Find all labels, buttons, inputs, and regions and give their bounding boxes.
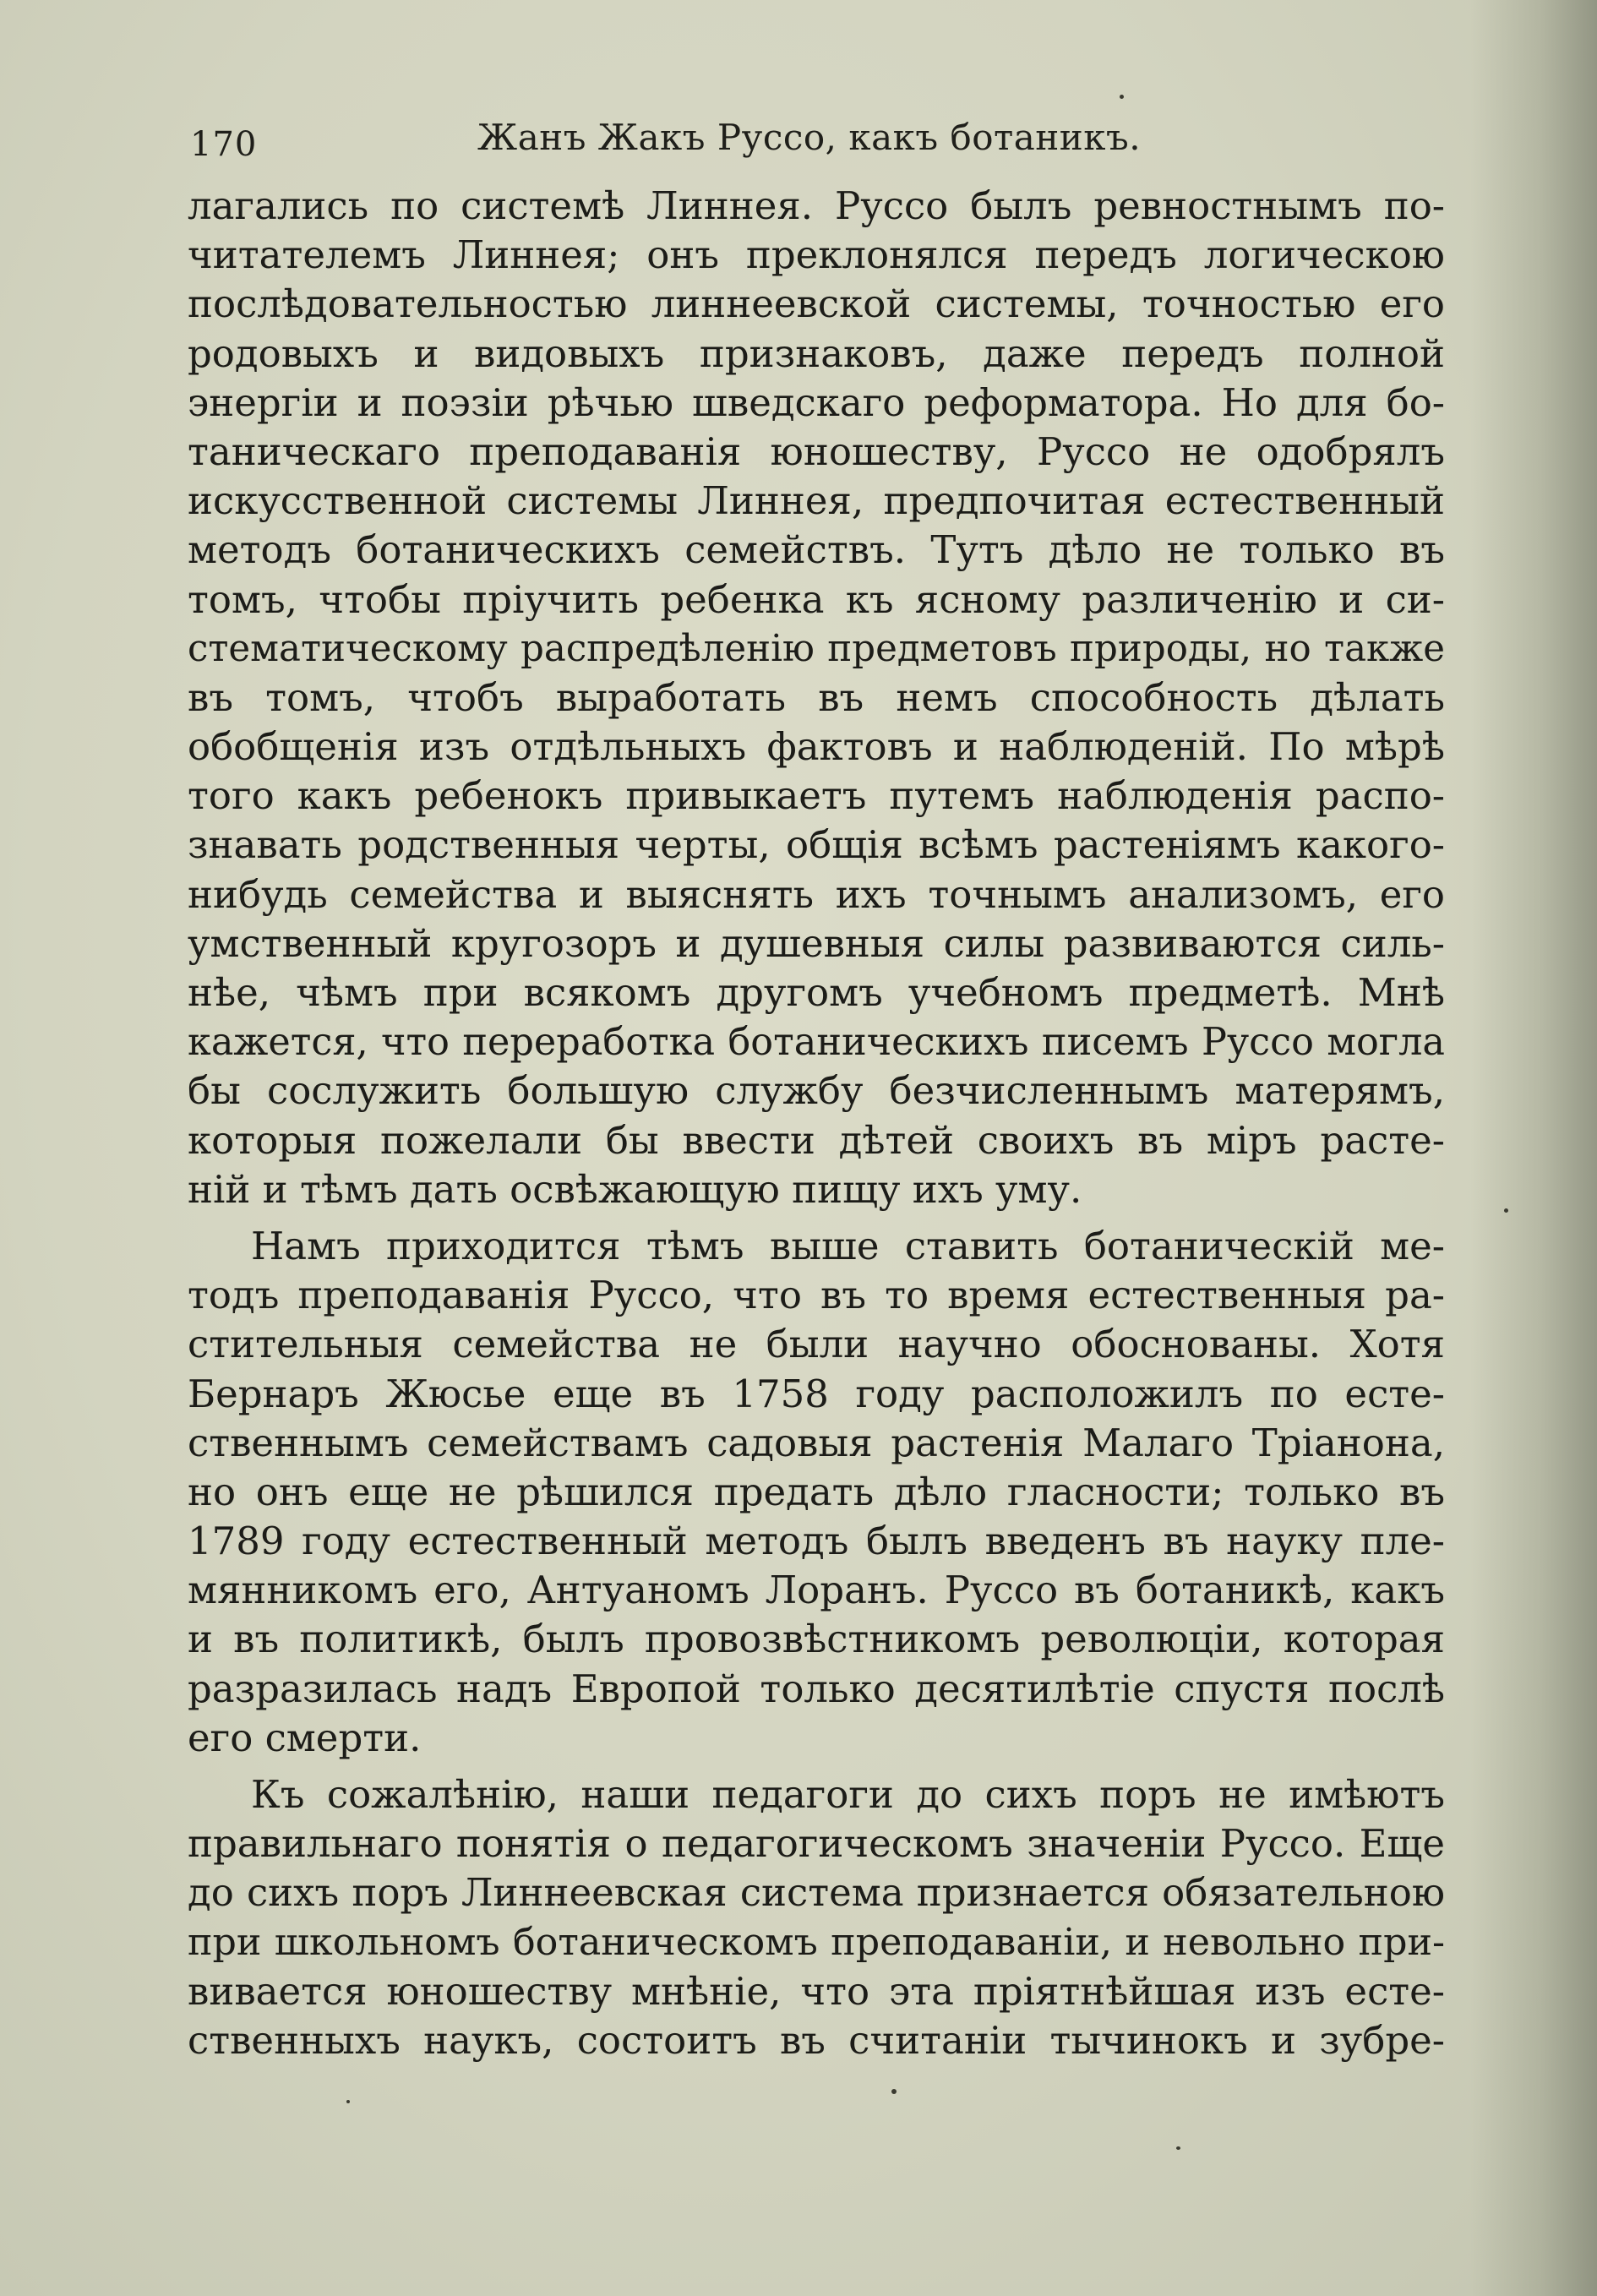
paper-speck <box>1176 2146 1180 2150</box>
page-number: 170 <box>190 125 258 164</box>
text-line: лагались по системѣ Линнея. Руссо былъ ревностнымъ по- <box>188 183 1445 228</box>
paper-speck <box>891 2089 897 2094</box>
text-line: тодъ преподаванiя Руссо, что въ то время естественныя ра- <box>188 1273 1445 1318</box>
text-line: послѣдовательностью линнеевской системы, точностью его <box>188 281 1445 327</box>
text-line: до сихъ поръ Линнеевская система признается обязательною <box>188 1870 1445 1916</box>
text-line: искусственной системы Линнея, предпочитая естественный <box>188 478 1445 524</box>
text-line: методъ ботаническихъ семействъ. Тутъ дѣло не только въ <box>188 527 1445 573</box>
text-line: стительныя семейства не были научно обоснованы. Хотя <box>188 1322 1445 1367</box>
text-line: ственнымъ семействамъ садовыя растенiя Малаго Трiанона, <box>188 1420 1445 1465</box>
text-line: въ томъ, чтобъ выработать въ немъ способность дѣлать <box>188 674 1445 720</box>
text-line: родовыхъ и видовыхъ признаковъ, даже передъ полной <box>188 330 1445 376</box>
text-line: бы сослужить большую службу безчисленнымъ матерямъ, <box>188 1068 1445 1114</box>
page-gutter-shadow <box>1470 0 1597 2296</box>
text-line: нiй и тѣмъ дать освѣжающую пищу ихъ уму. <box>188 1166 1082 1212</box>
text-line: кажется, что переработка ботаническихъ писемъ Руссо могла <box>188 1020 1445 1065</box>
text-line: нѣе, чѣмъ при всякомъ другомъ учебномъ предметѣ. Мнѣ <box>188 970 1445 1015</box>
text-line: правильнаго понятiя о педагогическомъ значенiи Руссо. Еще <box>188 1821 1445 1867</box>
text-line: его смерти. <box>188 1715 422 1760</box>
text-line: энергiи и поэзiи рѣчью шведскаго реформатора. Но для бо- <box>188 379 1445 425</box>
text-line: 1789 году естественный методъ былъ введенъ въ науку пле- <box>188 1519 1445 1564</box>
text-line: нибудь семейства и выяснять ихъ точнымъ анализомъ, его <box>188 871 1445 917</box>
text-line: но онъ еще не рѣшился предать дѣло гласности; только въ <box>188 1469 1445 1514</box>
paper-speck <box>1120 95 1124 99</box>
text-line: разразилась надъ Европой только десятилѣтiе спустя послѣ <box>188 1666 1445 1711</box>
text-line: ственныхъ наукъ, состоитъ въ считанiи тычинокъ и зубре- <box>188 2017 1445 2063</box>
paragraph-1 <box>188 182 1445 1214</box>
text-line: мянникомъ его, Антуаномъ Лоранъ. Руссо въ ботаникѣ, какъ <box>188 1568 1445 1613</box>
text-line: читателемъ Линнея; онъ преклонялся передъ логическою <box>188 232 1445 278</box>
text-line: умственный кругозоръ и душевныя силы развиваются силь- <box>188 920 1445 966</box>
text-line: обобщенiя изъ отдѣльныхъ фактовъ и наблюденiй. По мѣрѣ <box>188 724 1445 770</box>
text-line: таническаго преподаванiя юношеству, Руссо не одобрялъ <box>188 428 1445 474</box>
text-line: томъ, чтобы прiучить ребенка къ ясному различенiю и си- <box>188 576 1445 622</box>
running-title: Жанъ Жакъ Руссо, какъ ботаникъ. <box>477 117 1142 158</box>
text-line: того какъ ребенокъ привыкаетъ путемъ наблюденiя распо- <box>188 773 1445 819</box>
body-text <box>188 182 1445 2065</box>
text-line: при школьномъ ботаническомъ преподаванiи, и невольно при- <box>188 1920 1445 1964</box>
text-line: знавать родственныя черты, общiя всѣмъ растенiямъ какого- <box>188 822 1445 868</box>
text-line: стематическому распредѣленiю предметовъ природы, но также <box>188 627 1445 670</box>
text-line: Намъ приходится тѣмъ выше ставить ботаническiй ме- <box>251 1223 1445 1268</box>
text-line: вивается юношеству мнѣнiе, что эта прiятнѣйшая изъ есте- <box>188 1968 1445 2014</box>
text-line: и въ политикѣ, былъ провозвѣстникомъ революцiи, которая <box>188 1617 1445 1662</box>
paragraph-3 <box>188 1770 1445 2065</box>
text-line: Къ сожалѣнiю, наши педагоги до сихъ поръ не имѣютъ <box>251 1772 1445 1817</box>
page-header <box>190 117 1445 176</box>
text-line: которыя пожелали бы ввести дѣтей своихъ въ мiръ расте- <box>188 1117 1445 1163</box>
text-line: Бернаръ Жюсье еще въ 1758 году расположилъ по есте- <box>188 1371 1445 1416</box>
paper-speck <box>1504 1208 1508 1213</box>
paragraph-2 <box>188 1222 1445 1763</box>
paper-speck <box>346 2100 350 2103</box>
